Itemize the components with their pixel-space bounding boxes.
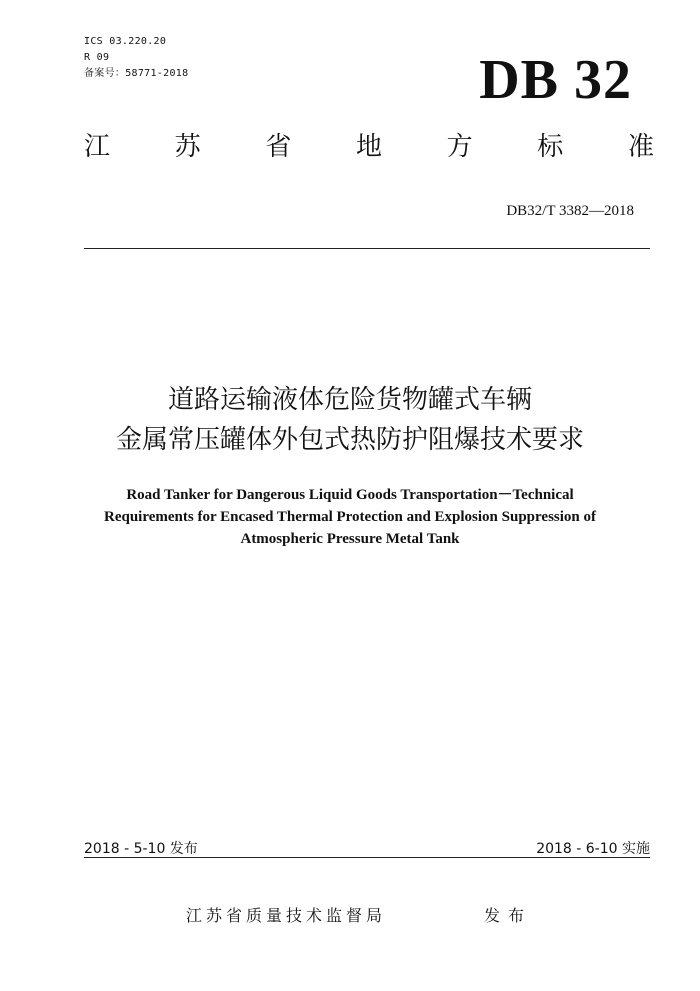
issuing-action: 发布 [484,906,533,925]
standard-type-heading [84,134,654,160]
issue-date: 2018 - 5-10 发布 [84,841,198,857]
english-title-line: Atmospheric Pressure Metal Tank [240,531,460,547]
standard-type-char: 方 [446,132,473,162]
standard-type-char: 苏 [174,132,201,162]
standard-type-char: 准 [627,132,654,162]
bottom-divider [84,857,650,858]
english-title [60,484,640,550]
db-mark: DB 32 [479,49,632,111]
chinese-title [40,380,660,460]
english-title-line: Road Tanker for Dangerous Liquid Goods Transportation－Technical [126,487,574,503]
issuing-authority: 江苏省质量技术监督局 [186,906,387,925]
classification-block [84,34,188,82]
english-title-line: Requirements for Encased Thermal Protection and Explosion Suppression of [104,509,596,525]
chinese-title-line: 道路运输液体危险货物罐式车辆 [167,385,532,415]
standard-number: DB32/T 3382—2018 [506,203,634,219]
ics-code: ICS 03.220.20 [84,36,167,47]
filing-number: 备案号：58771-2018 [84,68,189,79]
standard-type-char: 江 [84,132,111,162]
effective-date: 2018 - 6-10 实施 [536,841,650,857]
standard-type-char: 标 [537,132,564,162]
standard-type-char: 地 [355,132,382,162]
standard-type-char: 省 [265,132,292,162]
top-divider [84,248,650,249]
chinese-title-line: 金属常压罐体外包式热防护阻爆技术要求 [115,425,584,455]
ccs-code: R 09 [84,52,110,63]
